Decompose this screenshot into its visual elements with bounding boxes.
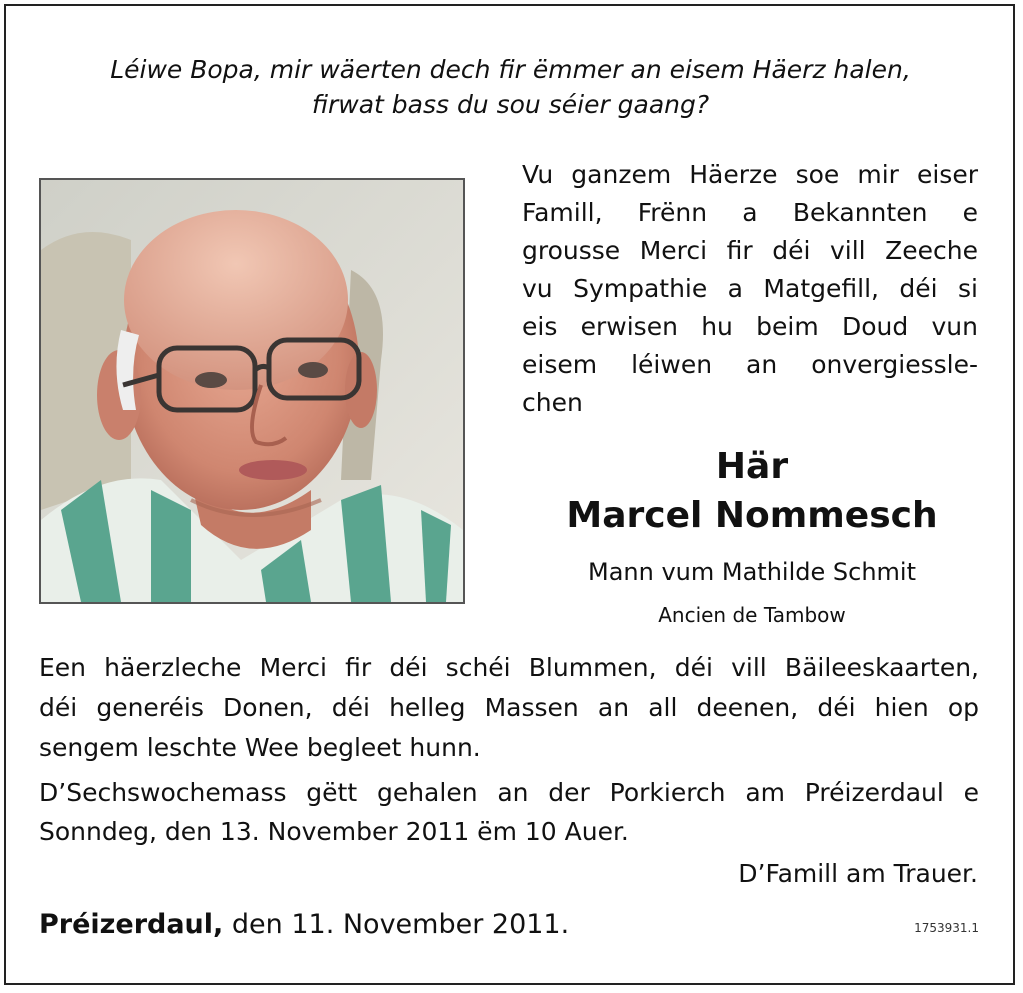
place-name: Préizerdaul, (39, 909, 224, 940)
intro-paragraph (522, 156, 978, 422)
thanks-line: déi generéis Donen, déi helleg Massen an all deenen, déi hien op (39, 693, 979, 722)
intro-line: eisem léiwen an onvergiessle- (522, 350, 978, 379)
intro-line: Vu ganzem Häerze soe mir eiser (522, 160, 978, 189)
thanks-line: sengem leschte Wee begleet hunn. (39, 733, 481, 762)
intro-line: eis erwisen hu beim Doud vun (522, 312, 978, 341)
place-date (39, 907, 569, 943)
quote-line-2: firwat bass du sou séier gaang? (311, 90, 710, 119)
deceased-name: Marcel Nommesch (566, 495, 938, 536)
portrait-photo (39, 178, 465, 604)
quote-line-1: Léiwe Bopa, mir wäerten dech fir ëmmer an eisem Häerz halen, (110, 55, 911, 84)
reference-number: 1753931.1 (914, 921, 979, 935)
intro-line: grousse Merci fir déi vill Zeeche (522, 236, 978, 265)
role-line: Ancien de Tambow (658, 603, 846, 627)
honorific: Här (715, 446, 789, 487)
intro-line: vu Sympathie a Matgefill, déi si (522, 274, 978, 303)
signature: D’Famill am Trauer. (738, 859, 978, 888)
intro-line: chen (522, 388, 583, 417)
mass-line: D’Sechswochemass gëtt gehalen an der Porkierch am Préizerdaul e (39, 778, 979, 807)
spouse-line: Mann vum Mathilde Schmit (588, 558, 916, 586)
intro-line: Famill, Frënn a Bekannten e (522, 198, 978, 227)
date-text: den 11. November 2011. (231, 909, 570, 940)
mass-line: Sonndeg, den 13. November 2011 ëm 10 Auer. (39, 817, 629, 846)
thanks-line: Een häerzleche Merci fir déi schéi Blummen, déi vill Bäileeskaarten, (39, 653, 979, 682)
